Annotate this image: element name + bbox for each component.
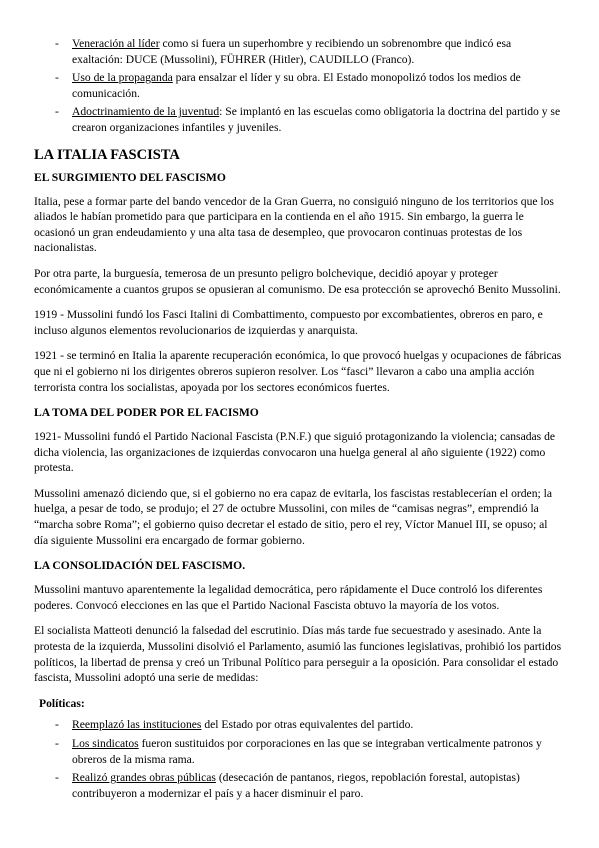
politicas-label: Políticas: bbox=[39, 696, 85, 710]
list-item-text: para ensalzar el líder y su obra. El Estado monopolizó todos los medios de comunicación. bbox=[72, 71, 521, 100]
paragraph: 1921- Mussolini fundó el Partido Nacional Fascista (P.N.F.) que siguió protagonizando la violencia; cansadas de dicha violencia, las organizaciones de izquierdas convocaron una huelga general al año siguiente (1922) como protesta. bbox=[34, 430, 556, 475]
paragraph: 1921 - se terminó en Italia la aparente recuperación económica, lo que provocó huelgas y ocupaciones de fábricas que ni el gobierno ni los dirigentes obreros supieron resolver. Los “fasci” llevaron a cabo una amplia acción terrorista contra los socialistas, apoyada por los sectores económicos fuertes. bbox=[34, 349, 562, 394]
list-item-term: Reemplazó las instituciones bbox=[72, 718, 202, 732]
section-heading-consolidacion: LA CONSOLIDACIÓN DEL FASCISMO. bbox=[34, 559, 246, 573]
list-item-text: (desecación de pantanos, riegos, repoblación forestal, autopistas) contribuyeron a modernizar el país y a hacer disminuir el paro. bbox=[72, 771, 520, 800]
list-item-term: Los sindicatos bbox=[72, 737, 139, 750]
list-item bbox=[34, 717, 564, 733]
paragraph: Mussolini amenazó diciendo que, si el gobierno no era capaz de evitarla, los fascistas restablecerían el orden; la huelga, a pesar de todo, se produjo; el 27 de octubre Mussolini, con miles de “camisas negras”, emprendió la “marcha sobre Roma”; el gobierno quiso decretar el estado de sitio, pero el rey, Víctor Manuel III, se opuso; al día siguiente Mussolini era encargado de formar gobierno. bbox=[34, 486, 552, 547]
page-title: LA ITALIA FASCISTA bbox=[34, 146, 180, 163]
list-item bbox=[34, 70, 564, 101]
list-item-term: Adoctrinamiento de la juventud bbox=[72, 105, 220, 119]
dash-marker: - bbox=[55, 105, 59, 119]
intro-bullet-list bbox=[34, 36, 564, 136]
list-item-text: fueron sustituidos por corporaciones en las que se integraban verticalmente patronos y obreros de la misma rama. bbox=[72, 737, 542, 766]
list-item bbox=[34, 36, 564, 67]
dash-marker: - bbox=[55, 71, 59, 85]
paragraph: 1919 - Mussolini fundó los Fasci Italini di Combattimento, compuesto por excombatientes, obreros en paro, e incluso algunos elementos revolucionarios de izquierdas y anarquista. bbox=[34, 308, 543, 337]
list-item bbox=[34, 104, 564, 135]
dash-marker: - bbox=[55, 737, 59, 750]
list-item-term: Veneración al líder bbox=[72, 37, 160, 50]
dash-marker: - bbox=[55, 37, 59, 50]
dash-marker: - bbox=[55, 718, 59, 732]
paragraph: Italia, pese a formar parte del bando vencedor de la Gran Guerra, no consiguió ninguno de los territorios que los aliados le habían prometido para que participara en la contienda en el año 1915. Sin embargo, la guerra le ocasionó un gran endeudamiento y una alta tasa de desempleo, que provocaron continuas protestas de los nacionalistas. bbox=[34, 194, 554, 255]
list-item-text: como si fuera un superhombre y recibiendo un sobrenombre que indicó esa exaltación: DUCE (Mussolini), FÜHRER (Hitler), CAUDILLO (Franco). bbox=[72, 37, 512, 66]
paragraph: Mussolini mantuvo aparentemente la legalidad democrática, pero rápidamente el Duce controló los diferentes poderes. Convocó elecciones en las que el Partido Nacional Fascista obtuvo la mayoría de los votos. bbox=[34, 583, 543, 612]
dash-marker: - bbox=[55, 771, 59, 785]
list-item-term: Uso de la propaganda bbox=[72, 71, 173, 85]
list-item bbox=[34, 736, 564, 767]
list-item-text: : Se implantó en las escuelas como obligatoria la doctrina del partido y se crearon organizaciones infantiles y juveniles. bbox=[72, 105, 561, 134]
paragraph: El socialista Matteoti denunció la falsedad del escrutinio. Días más tarde fue secuestrado y asesinado. Ante la protesta de la izquierda, Mussolini disolvió el Parlamento, asumió las funciones legislativas, prohibió los partidos políticos, la libertad de prensa y creó un Tribunal Político para perseguir a la oposición. Para consolidar el estado fascista, Mussolini adoptó una serie de medidas: bbox=[34, 624, 562, 685]
document-page bbox=[34, 36, 564, 804]
list-item-term: Realizó grandes obras públicas bbox=[72, 771, 216, 785]
politicas-bullet-list bbox=[34, 717, 564, 801]
section-heading-surgimiento: EL SURGIMIENTO DEL FASCISMO bbox=[34, 170, 226, 184]
list-item-text: del Estado por otras equivalentes del partido. bbox=[201, 718, 414, 732]
paragraph: Por otra parte, la burguesía, temerosa de un presunto peligro bolchevique, decidió apoyar y proteger económicamente a cuantos grupos se opusieran al comunismo. De esa protección se aprovechó Benito Mussolini. bbox=[34, 266, 561, 296]
section-heading-toma-poder: LA TOMA DEL PODER POR EL FACISMO bbox=[34, 406, 259, 420]
list-item bbox=[34, 770, 564, 801]
